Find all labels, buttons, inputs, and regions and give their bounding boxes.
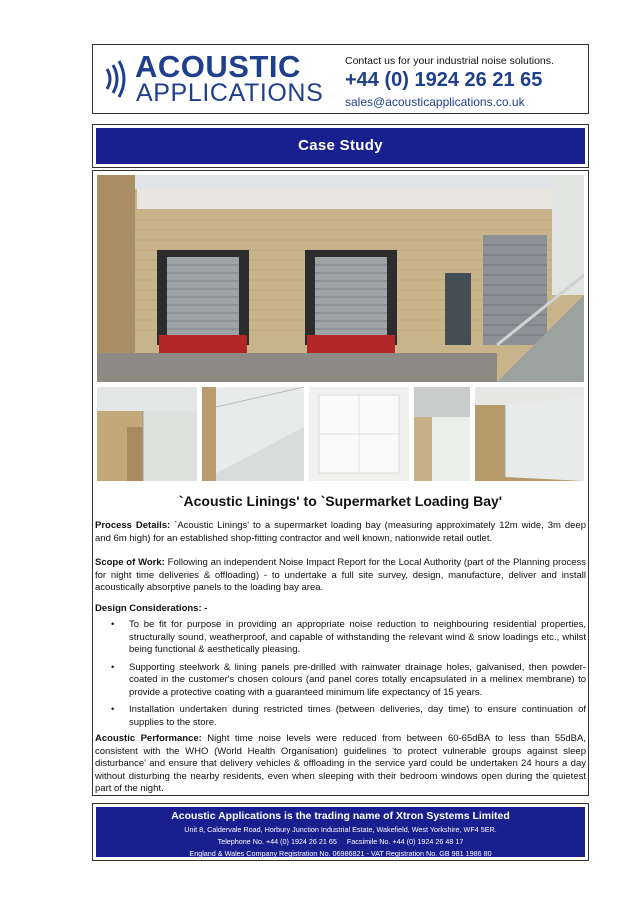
case-study-banner [92,124,589,168]
logo-word-acoustic: ACOUSTIC [135,49,301,84]
footer-phone-fax: Telephone No. +44 (0) 1924 26 21 65 Facsimile No. +44 (0) 1924 26 48 17 [217,837,464,846]
panel-photo-1 [97,387,197,481]
contact-phone[interactable]: +44 (0) 1924 26 21 65 [345,69,543,91]
acoustic-performance-label: Acoustic Performance: [95,733,202,744]
case-study-label: Case Study [96,128,585,164]
scope-of-work-label: Scope of Work: [95,557,165,568]
list-item: • To be fit for purpose in providing an appropriate noise reduction to neighbouring residential properties, structurally sound, weatherproof, and capable of withstanding the relevant wind & snow loadings etc., whilst being functional & aesthetically pleasing. [95,619,586,657]
scope-of-work-text: Following an independent Noise Impact Report for the Local Authority (part of the Planning process for night time deliveries & offloading) - to undertake a full site survey, design, manufacture, deliver and install acoustically absorptive panels to the loading bay area. [95,557,587,593]
loading-bay-photo [97,175,584,382]
process-details-text: `Acoustic Linings' to a supermarket loading bay (measuring approximately 12m wide, 3m deep and 6m high) for an established shop-fitting contractor and well known, nationwide retail outlet. [95,520,586,544]
contact-email[interactable]: sales@acousticapplications.co.uk [345,95,525,109]
case-study-title: `Acoustic Linings' to `Supermarket Loading Bay' [178,493,503,509]
process-details-label: Process Details: [95,520,171,531]
footer-address: Unit 8, Caldervale Road, Horbury Junction Industrial Estate, Wakefield, West Yorkshire, WF4 5ER. [184,825,497,834]
panel-photo-4 [414,387,470,481]
acoustic-performance [95,733,586,796]
panel-photo-5 [475,387,584,481]
footer-panel [96,807,585,857]
company-logo [99,49,337,107]
scope-of-work [95,557,586,595]
acoustic-performance-text: Night time noise levels were reduced from between 60-65dBA to less than 55dBA, consistent with the WHO (World Health Organisation) guidelines 'to protect vulnerable groups against sleep disturbance' and ensure that delivery vehicles & offloading in the service yard could be undertaken 24 hours a day without disturbing the nearby residents, even when sleeping with their bedroom windows open during the quietest part of the night. [95,733,586,794]
list-item: • Installation undertaken during restricted times (between deliveries, day time) to ensure continuation of supplies to the store. [95,704,586,729]
list-item: • Supporting steelwork & lining panels pre-drilled with rainwater drainage holes, galvanised, then powder-coated in the customer's chosen colours (and panel cores totally encapsulated in a melinex membrane) to provide a protective coating with a guaranteed minimum life expectancy of 15 years. [95,662,586,700]
panel-photos [97,387,584,481]
footer-trading-name: Acoustic Applications is the trading name of Xtron Systems Limited [171,810,510,822]
sound-waves-icon [99,59,133,99]
logo-word-applications: APPLICATIONS [136,79,324,107]
contact-tagline: Contact us for your industrial noise solutions. [345,55,554,67]
panel-photo-3 [309,387,409,481]
main-content [92,170,589,796]
header [92,44,589,114]
footer [92,803,589,861]
design-considerations-list [95,619,586,734]
process-details [95,520,586,545]
panel-photo-2 [202,387,304,481]
design-considerations-label: Design Considerations: - [95,603,208,614]
footer-registration: England & Wales Company Registration No. 06986821 - VAT Registration No. GB 981 1986 80 [189,849,492,858]
